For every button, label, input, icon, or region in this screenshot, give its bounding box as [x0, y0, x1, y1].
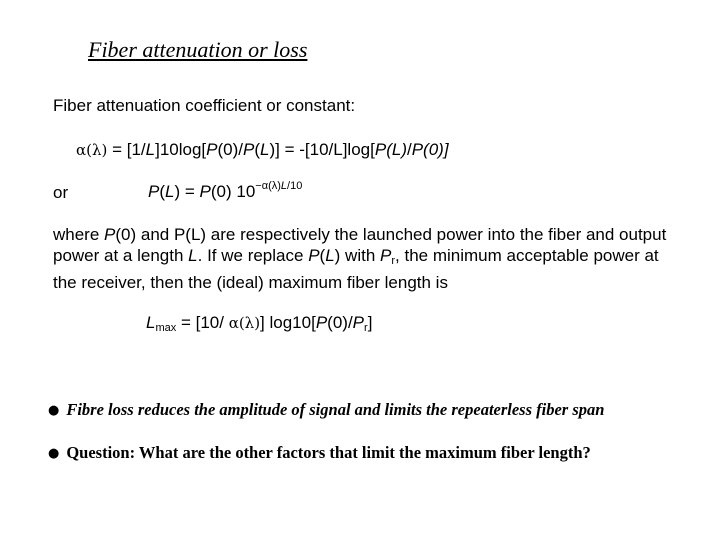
equation-power	[148, 180, 302, 202]
eq3-part: r	[364, 322, 368, 334]
para-text: L	[325, 246, 335, 265]
eq3-part: max	[155, 322, 177, 334]
eq1-part: P(0)]	[411, 140, 449, 159]
eq1-part: (0)/	[217, 140, 243, 159]
eq1-part: = [1/	[107, 140, 146, 159]
eq1-part: P	[243, 140, 255, 159]
para-text: r	[391, 255, 396, 267]
para-text: P	[380, 246, 392, 265]
lambda-symbol: (λ)	[86, 141, 108, 159]
exponent-part: L	[280, 180, 288, 192]
eq1-part: (	[254, 140, 261, 159]
eq1-part: P(L)	[374, 140, 407, 159]
eq1-part: )] = -[10/L]log[	[269, 140, 375, 159]
bullet-question	[48, 443, 591, 463]
eq2-part: (0) 10	[210, 182, 256, 201]
eq2-part: P	[199, 182, 211, 201]
bullet-text: Question: What are the other factors that limit the maximum fiber length?	[66, 443, 591, 462]
bullet-dot: ●	[48, 403, 60, 418]
exponent-part: /10	[287, 180, 303, 192]
para-text: (	[319, 246, 326, 265]
eq2-part: ) =	[174, 182, 200, 201]
or-label: or	[53, 183, 69, 202]
eq3-part: ] log10[	[260, 313, 316, 332]
intro-text: Fiber attenuation coefficient or constant:	[53, 96, 356, 115]
equation-attenuation	[76, 140, 449, 160]
eq2-part: P	[148, 182, 160, 201]
eq2-part: L	[165, 182, 175, 201]
eq3-part: /	[347, 313, 353, 332]
equation-max-length	[146, 313, 372, 334]
para-text: ) with	[334, 246, 381, 265]
bullet-fibre-loss	[48, 400, 604, 420]
para-text: . If we replace	[197, 246, 309, 265]
eq1-part: ]10log[	[155, 140, 207, 159]
alpha-symbol: α(λ)	[228, 314, 261, 332]
eq3-part: (0)	[327, 313, 348, 332]
para-text: P	[308, 246, 320, 265]
bullet-text: Fibre loss reduces the amplitude of signal and limits the repeaterless fiber span	[66, 400, 605, 419]
slide-title: Fiber attenuation or loss	[88, 37, 308, 62]
eq2-part: (	[159, 182, 166, 201]
eq1-part: L	[260, 140, 270, 159]
eq1-part: /	[406, 140, 412, 159]
exponent-part: −α(λ)	[255, 180, 281, 192]
eq3-part: P	[315, 313, 328, 332]
bullet-dot: ●	[48, 446, 60, 461]
explanation-paragraph	[53, 224, 673, 293]
eq1-part: L	[145, 140, 156, 159]
para-text: , the minimum acceptable power at the receiver, then the (ideal) maximum fiber length is	[53, 246, 659, 292]
eq3-part: ]	[367, 313, 373, 332]
para-text: where	[53, 225, 105, 244]
para-text: (0) and P(L) are respectively the launched power into the fiber and output power at a length	[53, 225, 667, 265]
eq1-part: P	[206, 140, 218, 159]
exponent	[255, 180, 302, 192]
eq3-part: P	[352, 313, 365, 332]
eq3-part: = [10/	[176, 313, 229, 332]
eq3-part: L	[146, 313, 156, 332]
para-text: L	[188, 246, 198, 265]
para-text: P	[104, 225, 116, 244]
alpha-symbol: α	[76, 141, 87, 159]
